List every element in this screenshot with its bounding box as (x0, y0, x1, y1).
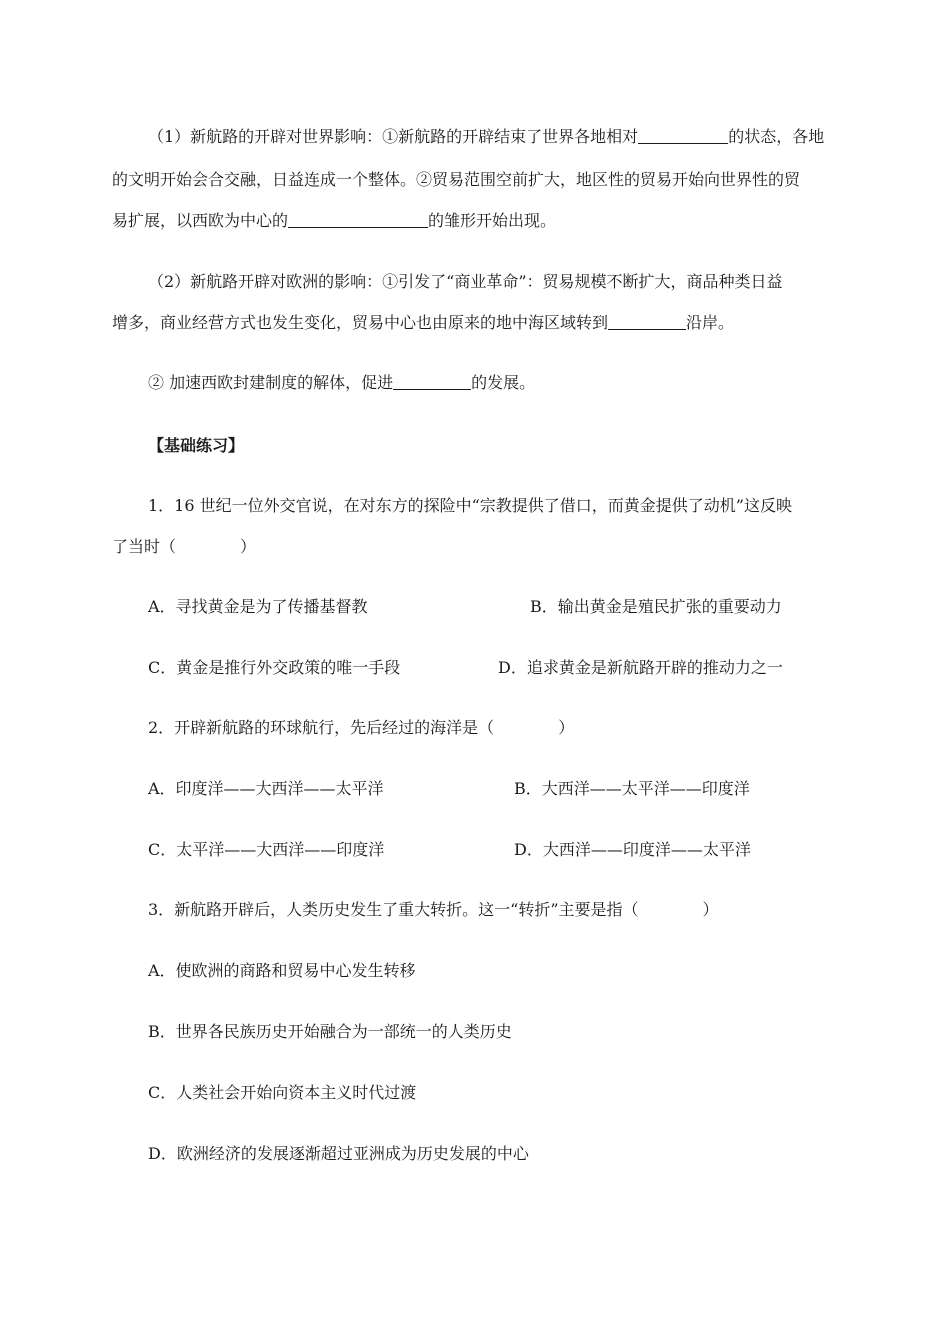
paragraph-1-line-2 (112, 169, 800, 191)
question-3-option-b: B．世界各民族历史开始融合为一部统一的人类历史 (148, 1022, 512, 1041)
fill-blank (608, 313, 686, 330)
question-1-stem-line-1: 1．16 世纪一位外交官说，在对东方的探险中“宗教提供了借口，而黄金提供了动机”这反映 (148, 496, 792, 515)
question-2-option-b: B．大西洋——太平洋——印度洋 (514, 779, 750, 798)
question-1-stem-line-2 (112, 536, 256, 558)
question-1-option-c: C．黄金是推行外交政策的唯一手段 (148, 658, 401, 677)
question-1-option-d: D．追求黄金是新航路开辟的推动力之一 (498, 658, 783, 677)
question-3-option-d: D．欧洲经济的发展逐渐超过亚洲成为历史发展的中心 (148, 1144, 529, 1163)
text: ） (240, 537, 257, 556)
question-3-option-c: C．人类社会开始向资本主义时代过渡 (148, 1083, 417, 1102)
text: 的发展。 (471, 373, 536, 392)
paragraph-1-line-3 (112, 210, 556, 232)
exercise-heading: 【基础练习】 (148, 436, 245, 455)
text: 的文明开始会合交融，日益连成一个整体。②贸易范围空前扩大，地区性的贸易开始向世界性的贸 (112, 170, 801, 189)
question-2-option-d: D．大西洋——印度洋——太平洋 (514, 840, 751, 859)
text: 沿岸。 (686, 313, 735, 332)
text: ② 加速西欧封建制度的解体，促进 (148, 373, 394, 392)
question-1-option-b: B．输出黄金是殖民扩张的重要动力 (530, 597, 782, 616)
question-2-stem (148, 717, 574, 739)
text: 2．开辟新航路的环球航行，先后经过的海洋是（ (148, 718, 495, 737)
fill-blank (288, 211, 428, 228)
text: 了当时（ (112, 537, 177, 556)
paragraph-2-line-2 (112, 312, 734, 334)
question-2-option-a: A．印度洋——大西洋——太平洋 (148, 779, 384, 798)
fill-blank (638, 127, 728, 144)
paragraph-3 (148, 372, 535, 394)
question-3-option-a: A．使欧洲的商路和贸易中心发生转移 (148, 961, 416, 980)
paragraph-1-line-1 (148, 126, 824, 148)
text: ） (702, 900, 719, 919)
text: 易扩展，以西欧为中心的 (112, 211, 289, 230)
paragraph-2-line-1 (148, 271, 783, 293)
text: 增多，商业经营方式也发生变化，贸易中心也由原来的地中海区域转到 (112, 313, 609, 332)
text: （1）新航路的开辟对世界影响：①新航路的开辟结束了世界各地相对 (148, 127, 639, 146)
text: 的雏形开始出现。 (428, 211, 557, 230)
question-3-stem (148, 899, 719, 921)
text: ） (558, 718, 575, 737)
text: （2）新航路开辟对欧洲的影响：①引发了“商业革命”：贸易规模不断扩大，商品种类日益 (148, 272, 783, 291)
question-1-option-a: A．寻找黄金是为了传播基督教 (148, 597, 368, 616)
text: 的状态，各地 (728, 127, 825, 146)
question-2-option-c: C．太平洋——大西洋——印度洋 (148, 840, 385, 859)
text: 3．新航路开辟后，人类历史发生了重大转折。这一“转折”主要是指（ (148, 900, 639, 919)
fill-blank (393, 373, 471, 390)
